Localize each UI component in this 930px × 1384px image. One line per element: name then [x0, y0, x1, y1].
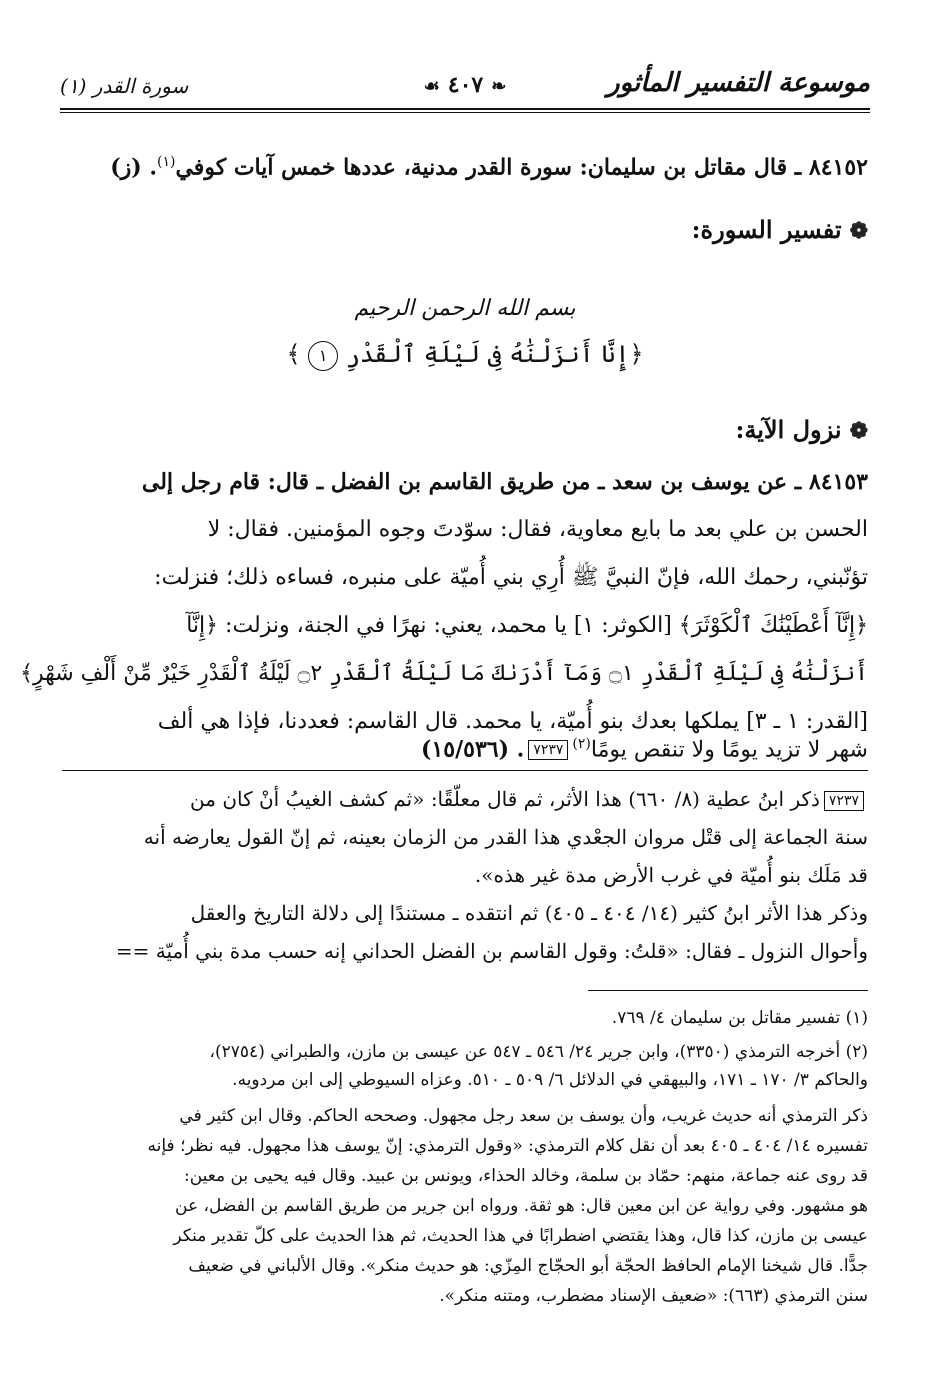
footnote: هو مشهور. وفي رواية عن ابن معين قال: هو ثقة. ورواه ابن جرير من طريق القاسم بن الفضل، عن: [175, 1196, 868, 1216]
header-rule: [60, 108, 870, 110]
page-header: [60, 64, 870, 108]
narration-line: تؤنّبني، رحمك الله، فإنّ النبيَّ ﷺ أُرِي بني أُميّة على منبره، فساءه ذلك؛ فنزلت:: [154, 565, 868, 590]
footnote: عيسى بن مازن، كذا قال، وهذا يقتضي اضطرابًا في هذا الحديث، ثم هذا الحديث على كلّ تقدير منكر: [173, 1226, 868, 1246]
book-title: موسوعة التفسير المأثور: [607, 68, 870, 98]
narration-line: الحسن بن علي بعد ما بايع معاوية، فقال: سوّدتَ وجوه المؤمنين. فقال: لا: [207, 517, 868, 542]
flower-icon: ❁: [849, 418, 868, 444]
commentary-line: وذكر هذا الأثر ابنُ كثير (١٤/ ٤٠٤ ـ ٤٠٥) ثم انتقده ـ مستندًا إلى دلالة التاريخ والعقل: [190, 901, 868, 925]
intro-tail: . (ز): [110, 154, 157, 181]
ornament-icon: ☙: [423, 76, 440, 97]
commentary-line: سنة الجماعة إلى قتْل مروان الجعْدي هذا القدر من الزمان بعينه، ثم إنّ القول يعارضه أنه: [143, 825, 868, 849]
footnote: جدًّا. قال شيخنا الإمام الحافظ الحجّة أبو الحجّاج المِزّي: هو حديث منكر». وقال الألباني في ضعيف: [188, 1256, 868, 1276]
ornament-icon: ❧: [491, 76, 507, 97]
commentary-ref-box[interactable]: ٧٢٣٧: [528, 740, 568, 760]
commentary-separator: [62, 770, 868, 771]
narration-last-line: شهر لا تزيد يومًا ولا تنقص يومًا$^{(٢)}$٧٢٣٧. (١٥/٥٣٦): [421, 736, 868, 763]
footnote: سنن الترمذي (٦٦٣): «ضعيف الإسناد مضطرب، ومتنه منكر».: [439, 1286, 868, 1306]
commentary-line: قد مَلَك بنو أُميّة في غرب الأرض مدة غير هذه».: [474, 863, 868, 887]
section-heading-nuzul: ❁نزول الآية:: [735, 415, 868, 444]
narration-line: [القدر: ١ ـ ٣] يملكها بعدك بنو أُميّة، يا محمد. قال القاسم: فعددنا، فإذا هي ألف: [157, 709, 868, 734]
intro-line: [62, 138, 868, 192]
footnote: تفسيره ١٤/ ٤٠٤ ـ ٤٠٥ بعد أن نقل كلام الترمذي: «وقول الترمذي: إنّ يوسف هذا مجهول. فيه نظر؛ فإنه: [147, 1136, 868, 1156]
commentary-ref-number: ٧٢٣٧: [824, 791, 864, 811]
footnote-mark: (٢): [572, 736, 591, 752]
footnote-mark: (١): [157, 154, 176, 170]
footnote: (١) تفسير مقاتل بن سليمان ٤/ ٧٦٩.: [611, 1008, 868, 1028]
commentary-line: ٧٢٣٧ذكر ابنُ عطية (٨/ ٦٦٠) هذا الأثر، ثم قال معلّقًا: «ثم كشف الغيبُ أنْ كان من: [62, 780, 868, 818]
footnote-separator: [588, 990, 868, 991]
basmala: بسم الله الرحمن الرحيم: [354, 296, 576, 321]
narration-line: ﴿إِنَّآ أَعْطَيْنَٰكَ ٱلْكَوْثَرَ﴾ [الكوثر: ١] يا محمد، يعني: نهرًا في الجنة، ونزلت: ﴿إِنَّآ: [186, 613, 868, 638]
footnote: (٢) أخرجه الترمذي (٣٣٥٠)، وابن جرير ٢٤/ ٥٤٦ ـ ٥٤٧ عن عيسى بن مازن، والطبراني (٢٧٥٤)،: [209, 1042, 868, 1062]
intro-text: ٨٤١٥٢ ـ قال مقاتل بن سليمان: سورة القدر مدنية، عددها خمس آيات كوفي: [175, 154, 868, 181]
footnote: ذكر الترمذي أنه حديث غريب، وأن يوسف بن سعد رجل مجهول. وصححه الحاكم. وقال ابن كثير في: [179, 1106, 868, 1126]
section-heading-tafsir: ❁تفسير السورة:: [691, 215, 868, 244]
quran-verse: ﴿إِنَّا أَنزَلْنَٰهُ فِى لَيْلَةِ ٱلْقَدْرِ ١ ﴾: [0, 340, 930, 371]
volume-page-ref: . (١٥/٥٣٦): [421, 736, 525, 763]
verse-number: ١: [308, 341, 338, 371]
commentary-line: وأحوال النزول ـ فقال: «قلتُ: وقول القاسم بن الفضل الحداني إنه حسب مدة بني أُميّة ==: [115, 939, 868, 963]
footnote: والحاكم ٣/ ١٧٠ ـ ١٧١، والبيهقي في الدلائل ٦/ ٥٠٩ ـ ٥١٠. وعزاه السيوطي إلى ابن مردويه.: [232, 1070, 868, 1090]
page-number: ❧٤٠٧☙: [60, 72, 870, 98]
narration-line: أَنزَلْنَٰهُ فِى لَيْلَةِ ٱلْقَدْرِ ۝١ وَمَآ أَدْرَىٰكَ مَا لَيْلَةُ ٱلْقَدْرِ ۝٢ لَيْلَةُ ٱلْقَدْرِ خَيْرٌ مِّنْ أَلْفِ شَهْرٍ﴾: [20, 661, 868, 686]
flower-icon: ❁: [849, 218, 868, 244]
footnote: قد روى عنه جماعة، منهم: حمّاد بن سلمة، وخالد الحذاء، ويونس بن عبيد. وقال فيه يحيى بن معين:: [183, 1166, 868, 1186]
narration-line: ٨٤١٥٣ ـ عن يوسف بن سعد ـ من طريق القاسم بن الفضل ـ قال: قام رجل إلى: [141, 469, 868, 495]
header-rule: [60, 112, 870, 113]
surah-label: سورة القدر (١): [60, 74, 189, 98]
